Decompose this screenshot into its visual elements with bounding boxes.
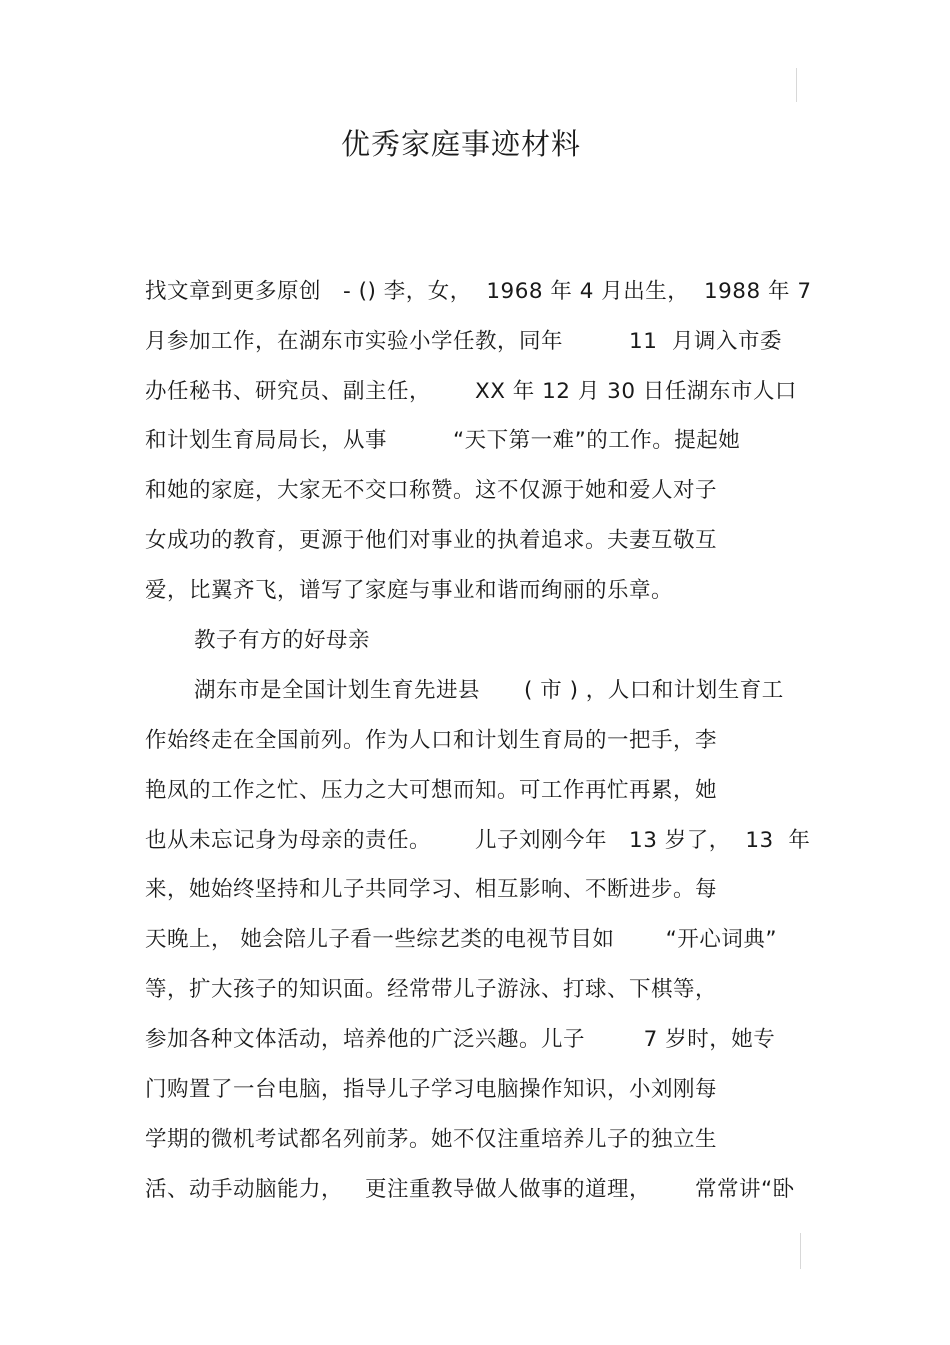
body-line: 和计划生育局局长，从事 “天下第一难”的工作。提起她 [145,428,741,453]
body-line: 也从未忘记身为母亲的责任。 儿子刘刚今年 13 岁了， 13 年 [145,828,811,853]
body-line: 天晚上， 她会陪儿子看一些综艺类的电视节目如 “开心词典” [145,927,777,952]
body-line: 来，她始终坚持和儿子共同学习、相互影响、不断进步。每 [145,877,718,902]
body-line: 和她的家庭，大家无不交口称赞。这不仅源于她和爱人对子 [145,478,718,503]
document-title: 优秀家庭事迹材料 [340,127,581,161]
body-line: 等，扩大孩子的知识面。经常带儿子游泳、打球、下棋等， [145,977,718,1002]
body-line: 月参加工作，在湖东市实验小学任教，同年 11 月调入市委 [145,329,783,354]
body-line: 门购置了一台电脑，指导儿子学习电脑操作知识，小刘刚每 [145,1077,718,1102]
body-line: 爱，比翼齐飞，谱写了家庭与事业和谐而绚丽的乐章。 [145,578,674,603]
body-line: 找文章到更多原创 - () 李，女， 1968 年 4 月出生， 1988 年 7 [145,279,812,304]
body-line: 作始终走在全国前列。作为人口和计划生育局的一把手，李 [145,728,718,753]
body-line: 活、动手动脑能力， 更注重教导做人做事的道理， 常常讲“卧 [145,1177,795,1202]
section-heading: 教子有方的好母亲 [194,628,371,653]
body-line: 艳凤的工作之忙、压力之大可想而知。可工作再忙再累，她 [145,778,718,803]
page-corner-mark-bottom [800,1233,801,1269]
page-corner-mark-top [796,68,797,102]
body-line: 办任秘书、研究员、副主任， XX 年 12 月 30 日任湖东市人口 [145,379,797,404]
body-line: 女成功的教育，更源于他们对事业的执着追求。夫妻互敬互 [145,528,718,553]
body-line: 学期的微机考试都名列前茅。她不仅注重培养儿子的独立生 [145,1127,718,1152]
body-line: 湖东市是全国计划生育先进县 ( 市 ) ，人口和计划生育工 [194,678,784,703]
body-line: 参加各种文体活动，培养他的广泛兴趣。儿子 7 岁时，她专 [145,1027,776,1052]
